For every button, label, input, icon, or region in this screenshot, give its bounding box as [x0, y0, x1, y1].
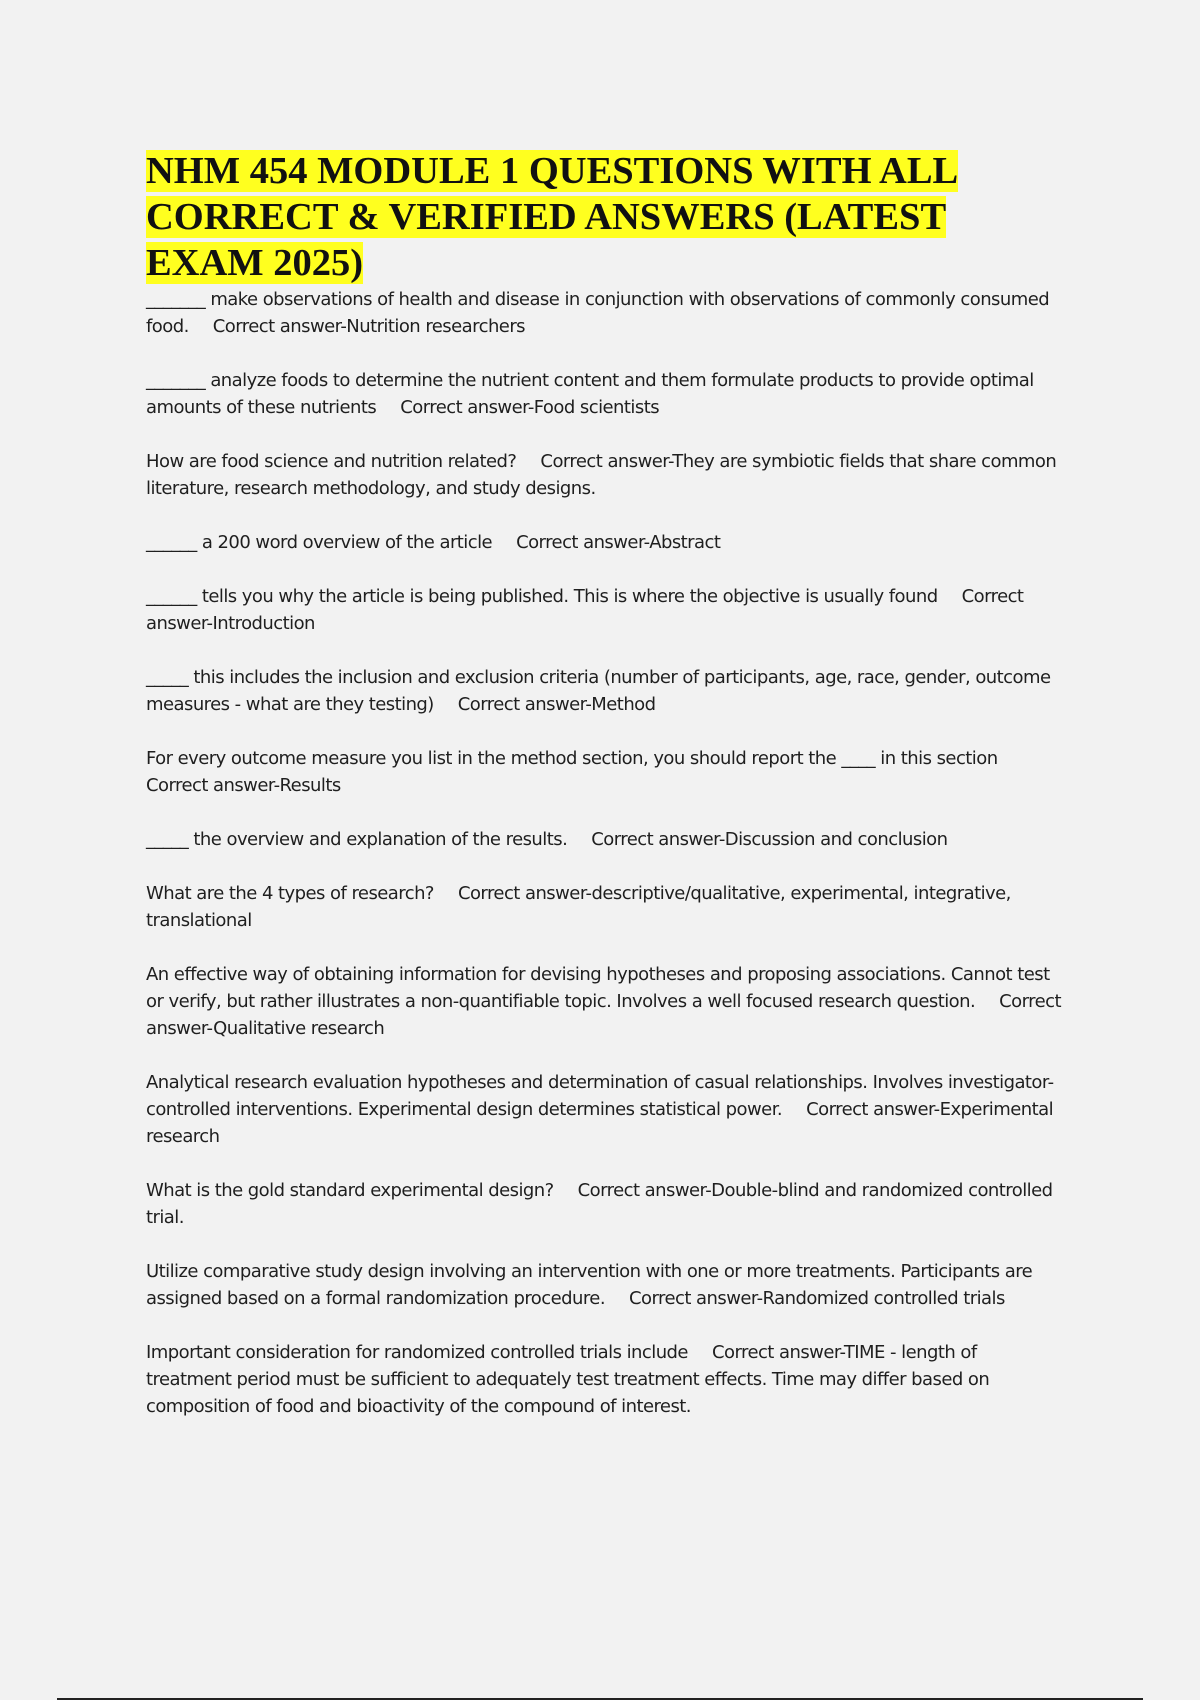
qa-item — [146, 529, 1066, 556]
question-text: ______ tells you why the article is being published. This is where the objective is usually found — [146, 586, 938, 607]
question-text: _____ this includes the inclusion and exclusion criteria (number of participants, age, race, gender, outcome measures - what are they testing) — [146, 667, 1051, 715]
answer-text: Correct answer-Food scientists — [400, 397, 660, 418]
question-text: _______ make observations of health and disease in conjunction with observations of commonly consumed food. — [146, 289, 1050, 337]
qa-item — [146, 448, 1066, 502]
answer-text: Correct answer-Abstract — [516, 532, 721, 553]
answer-text: Correct answer-Introduction — [146, 586, 1024, 634]
qa-item — [146, 880, 1066, 934]
answer-text: Correct answer-Experimental research — [146, 1099, 1054, 1147]
question-text: ______ a 200 word overview of the article — [146, 532, 493, 553]
document-title-text: NHM 454 MODULE 1 QUESTIONS WITH ALL CORRECT & VERIFIED ANSWERS (LATEST EXAM 2025) — [146, 150, 959, 284]
question-text: Important consideration for randomized controlled trials include — [146, 1342, 688, 1363]
qa-item — [146, 826, 1066, 853]
qa-item — [146, 286, 1066, 340]
qa-item — [146, 583, 1066, 637]
question-text: How are food science and nutrition related? — [146, 451, 517, 472]
document-title — [146, 148, 1066, 286]
question-text: _______ analyze foods to determine the nutrient content and them formulate products to provide optimal amounts of these nutrients — [146, 370, 1034, 418]
answer-text: Correct answer-Discussion and conclusion — [591, 829, 948, 850]
qa-list — [146, 286, 1066, 1420]
question-text: What is the gold standard experimental design? — [146, 1180, 554, 1201]
question-text: An effective way of obtaining information for devising hypotheses and proposing associations. Cannot test or verify, but rather illustrates a non-quantifiable topic. Involves a well focused research question. — [146, 964, 1050, 1012]
answer-text: Correct answer-TIME - length of treatment period must be sufficient to adequately test treatment effects. Time may differ based on composition of food and bioactivity of the compound of interest. — [146, 1342, 990, 1417]
question-text: What are the 4 types of research? — [146, 883, 434, 904]
answer-text: Correct answer-Qualitative research — [146, 991, 1062, 1039]
answer-text: Correct answer-Method — [457, 694, 656, 715]
qa-item — [146, 1177, 1066, 1231]
answer-text: Correct answer-Randomized controlled trials — [629, 1288, 1005, 1309]
document-page — [146, 148, 1066, 1447]
answer-text: Correct answer-Nutrition researchers — [212, 316, 525, 337]
qa-item — [146, 1339, 1066, 1420]
question-text: For every outcome measure you list in the method section, you should report the ____ in this section — [146, 748, 998, 769]
qa-item — [146, 367, 1066, 421]
question-text: Utilize comparative study design involving an intervention with one or more treatments. Participants are assigned based on a formal randomization procedure. — [146, 1261, 1033, 1309]
question-text: Analytical research evaluation hypotheses and determination of casual relationships. Involves investigator-controlled interventions. Experimental design determines statistical power. — [146, 1072, 1054, 1120]
answer-text: Correct answer-Double-blind and randomized controlled trial. — [146, 1180, 1053, 1228]
qa-item — [146, 664, 1066, 718]
question-text: _____ the overview and explanation of the results. — [146, 829, 568, 850]
answer-text: Correct answer-They are symbiotic fields that share common literature, research methodology, and study designs. — [146, 451, 1057, 499]
qa-item — [146, 1258, 1066, 1312]
answer-text: Correct answer-Results — [146, 775, 341, 796]
qa-item — [146, 745, 1066, 799]
answer-text: Correct answer-descriptive/qualitative, experimental, integrative, translational — [146, 883, 1011, 931]
qa-item — [146, 1069, 1066, 1150]
qa-item — [146, 961, 1066, 1042]
